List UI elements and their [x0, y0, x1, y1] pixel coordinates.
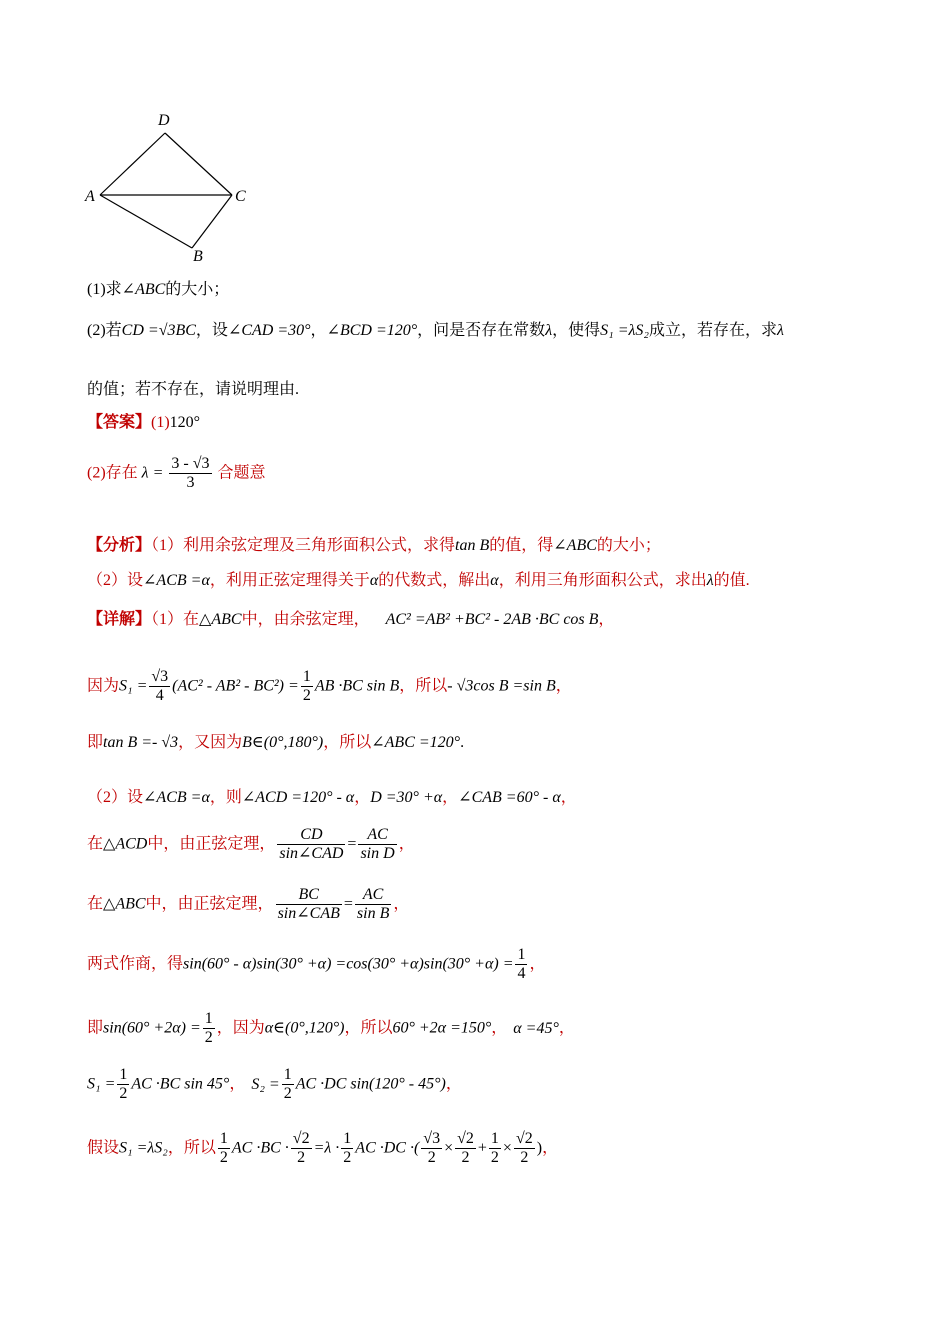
detail-l3b: tan B =- √3 — [103, 734, 179, 751]
detail-l2a: 因为 — [87, 677, 120, 695]
detail-l9c: AC ·BC sin 45° — [131, 1075, 230, 1093]
detail-l4d: ∠ACD =120° - α — [241, 789, 355, 806]
detail-tag: 【详解】 — [87, 611, 152, 628]
detail-l4f: D =30° +α — [370, 789, 443, 806]
analysis-text2f: α — [490, 572, 499, 589]
detail-l10l-den: 2 — [461, 1149, 470, 1167]
q2-cond1: CD =√3BC — [121, 322, 196, 339]
q2-cond3: ∠BCD =120° — [326, 322, 418, 339]
detail-l2f: AB ·BC sin B — [314, 677, 400, 695]
detail-l10k: × — [444, 1139, 454, 1157]
detail-l9d: ， — [229, 1075, 246, 1093]
q2-sep5: 成立，若存在，求 — [649, 322, 778, 339]
analysis-text2a: （2）设 — [87, 572, 144, 589]
detail-l10h-num: 1 — [341, 1130, 353, 1149]
detail-l10q: ) — [536, 1139, 543, 1157]
vertex-label-d: D — [158, 112, 170, 129]
detail-l8e: α∈(0°,120°) — [264, 1019, 345, 1037]
detail-l10p-num: √2 — [514, 1130, 535, 1149]
detail-l9f-num: 1 — [282, 1066, 294, 1085]
detail-l10-frac2 — [291, 1130, 312, 1168]
detail-l9g: AC ·DC sin(120° - 45°) — [295, 1075, 446, 1093]
q2-cond2: ∠CAD =30° — [227, 322, 311, 339]
detail-l9-frac2 — [282, 1066, 294, 1104]
answer-line-2 — [87, 455, 266, 493]
detail-l10l-num: √2 — [455, 1130, 476, 1149]
answer-part1-value: 120° — [169, 414, 201, 431]
detail-l4a: （2）设 — [87, 789, 144, 806]
q1-suffix: 的大小； — [165, 281, 230, 298]
detail-l10d-num: 1 — [218, 1130, 230, 1149]
detail-l8a: 即 — [87, 1019, 104, 1037]
detail-l8c-den: 2 — [204, 1029, 213, 1047]
detail-l4g: ， — [442, 789, 459, 806]
vertex-label-b: B — [193, 248, 203, 265]
detail-l10-frac4 — [421, 1130, 442, 1168]
detail-l5a: 在 — [87, 835, 104, 853]
detail-line-1 — [87, 612, 614, 628]
detail-l2h: - √3cos B =sin B — [447, 677, 556, 695]
answer-frac-den: 3 — [186, 474, 195, 492]
answer-frac-num: 3 - √3 — [169, 455, 211, 474]
edge-bc — [192, 195, 232, 248]
question-1 — [87, 282, 229, 298]
detail-line-6 — [87, 886, 409, 924]
detail-l10-frac3 — [341, 1130, 353, 1168]
detail-l8g: 60° +2α =150° — [392, 1019, 492, 1037]
answer-part2-prefix: (2)存在 — [87, 464, 138, 482]
detail-l5g: ， — [398, 835, 415, 853]
vertex-label-a: A — [85, 188, 95, 205]
answer-lambda: λ = — [141, 464, 164, 482]
detail-l2c-num: √3 — [149, 668, 170, 687]
detail-l5d-num: CD — [277, 826, 345, 845]
question-2-line2 — [87, 382, 299, 398]
detail-l8d: ，因为 — [216, 1019, 265, 1037]
detail-l10f-den: 2 — [297, 1149, 306, 1167]
q2-sep4: ，使得 — [552, 322, 601, 339]
detail-l1c: 中，由余弦定理， — [241, 611, 370, 628]
detail-l1d: AC² =AB² +BC² - 2AB ·BC cos B — [385, 611, 599, 628]
detail-l3f: ∠ABC =120° — [371, 734, 461, 751]
detail-line-7 — [87, 946, 546, 984]
detail-l9h: ， — [445, 1075, 462, 1093]
detail-line-4 — [87, 790, 577, 806]
detail-l8i: α =45° — [513, 1019, 559, 1037]
detail-l2-frac1 — [149, 668, 170, 706]
detail-l7c-den: 4 — [517, 965, 526, 983]
detail-l10-frac5 — [455, 1130, 476, 1168]
analysis-text1a: （1）利用余弦定理及三角形面积公式，求得 — [151, 537, 456, 554]
detail-line-2 — [87, 668, 572, 706]
detail-l5d-den: sin∠CAD — [279, 845, 344, 863]
detail-l1a: （1）在 — [151, 611, 200, 628]
detail-l9a: S₁ = — [87, 1075, 116, 1093]
analysis-line-1 — [87, 538, 661, 554]
detail-l9b-num: 1 — [117, 1066, 129, 1085]
answer-line-1 — [87, 415, 200, 431]
detail-l8f: ，所以 — [344, 1019, 393, 1037]
detail-l10-frac7 — [514, 1130, 535, 1168]
q2-lambda: λ — [545, 322, 553, 339]
detail-l10-frac6 — [489, 1130, 501, 1168]
detail-l10-frac1 — [218, 1130, 230, 1168]
detail-line-10 — [87, 1130, 558, 1168]
analysis-tag: 【分析】 — [87, 537, 152, 554]
detail-l5e: = — [347, 835, 357, 853]
analysis-text2b: ∠ACB =α — [143, 572, 210, 589]
detail-l10b: S₁ =λS₂ — [119, 1139, 168, 1157]
analysis-text1e: 的大小； — [596, 537, 661, 554]
detail-l6c: 中，由正弦定理， — [145, 895, 274, 913]
detail-l1b: △ABC — [199, 611, 242, 628]
detail-line-5 — [87, 826, 415, 864]
detail-l7-frac — [515, 946, 527, 984]
q1-prefix: (1)求 — [87, 281, 122, 298]
detail-l2e-num: 1 — [301, 668, 313, 687]
edge-ad — [100, 133, 165, 195]
q2-sep1: ，设 — [195, 322, 228, 339]
detail-l9f-den: 2 — [283, 1085, 292, 1103]
analysis-text1c: 的值，得 — [489, 537, 554, 554]
detail-l4h: ∠CAB =60° - α — [458, 789, 561, 806]
detail-l6-frac1 — [276, 886, 342, 924]
detail-l8b: sin(60° +2α) = — [103, 1019, 201, 1037]
detail-l7b: sin(60° - α)sin(30° +α) =cos(30° +α)sin(30° +α) = — [183, 955, 514, 973]
detail-l5f-num: AC — [358, 826, 396, 845]
detail-l4i: ， — [560, 789, 577, 806]
answer-part2-suffix: 合题意 — [217, 464, 266, 482]
detail-line-3 — [87, 735, 464, 751]
detail-l10h-den: 2 — [343, 1149, 352, 1167]
q2-sep3: ，问是否存在常数 — [417, 322, 546, 339]
quadrilateral-figure — [80, 105, 260, 265]
detail-l2b: S₁ = — [119, 677, 148, 695]
analysis-line-2 — [87, 573, 750, 589]
detail-l2e-den: 2 — [302, 687, 311, 705]
detail-l8-frac — [203, 1010, 215, 1048]
detail-l4e: ， — [354, 789, 371, 806]
detail-l8j: ， — [558, 1019, 575, 1037]
analysis-text2e: 的代数式，解出 — [378, 572, 491, 589]
detail-l10r: ， — [542, 1139, 559, 1157]
detail-l5b: △ACD — [103, 835, 148, 853]
answer-part1-label: (1) — [151, 414, 170, 431]
detail-l10d-den: 2 — [219, 1149, 228, 1167]
detail-l7c-num: 1 — [515, 946, 527, 965]
detail-l9e: S₂ = — [251, 1075, 280, 1093]
detail-l10m: + — [477, 1139, 487, 1157]
detail-l10c: ，所以 — [167, 1139, 216, 1157]
detail-l3g: . — [460, 734, 465, 751]
detail-l6b: △ABC — [103, 895, 146, 913]
detail-l5f-den: sin D — [360, 845, 395, 863]
detail-l10i: AC ·DC ·( — [355, 1139, 420, 1157]
analysis-text1b: tan B — [455, 537, 490, 554]
detail-l3a: 即 — [87, 734, 104, 751]
detail-l3d: B∈(0°,180°) — [242, 734, 324, 751]
detail-l10o: × — [502, 1139, 512, 1157]
detail-l3c: ，又因为 — [178, 734, 243, 751]
analysis-text2c: ，利用正弦定理得关于 — [209, 572, 370, 589]
answer-fraction — [169, 455, 211, 493]
detail-l6f-den: sin B — [356, 905, 390, 923]
analysis-text2g: ，利用三角形面积公式，求出 — [498, 572, 707, 589]
detail-l4c: ，则 — [209, 789, 242, 806]
detail-l7a: 两式作商，得 — [87, 955, 184, 973]
detail-l5c: 中，由正弦定理， — [147, 835, 276, 853]
detail-l4b: ∠ACB =α — [143, 789, 210, 806]
detail-l10n-num: 1 — [489, 1130, 501, 1149]
detail-l2-frac2 — [301, 668, 313, 706]
question-2 — [87, 323, 784, 339]
detail-l8c-num: 1 — [203, 1010, 215, 1029]
detail-l6d-den: sin∠CAB — [277, 905, 340, 923]
detail-l2c-den: 4 — [155, 687, 164, 705]
analysis-text2i: 的值. — [713, 572, 750, 589]
detail-l2g: ，所以 — [399, 677, 448, 695]
detail-l6d-num: BC — [276, 886, 342, 905]
q2-line2: 的值；若不存在，请说明理由. — [87, 381, 300, 398]
analysis-text2h: λ — [706, 572, 714, 589]
vertex-label-c: C — [235, 188, 246, 205]
answer-tag: 【答案】 — [87, 414, 152, 431]
edge-dc — [165, 133, 232, 195]
detail-l10g: =λ · — [313, 1139, 340, 1157]
detail-l10n-den: 2 — [490, 1149, 499, 1167]
detail-l6e: = — [343, 895, 353, 913]
detail-l3e: ，所以 — [323, 734, 372, 751]
detail-l10p-den: 2 — [520, 1149, 529, 1167]
edge-ab — [100, 195, 192, 248]
q2-cond4: S₁ =λS₂ — [600, 322, 649, 339]
detail-l1e: ， — [598, 611, 615, 628]
detail-l10j-num: √3 — [421, 1130, 442, 1149]
detail-l9b-den: 2 — [119, 1085, 128, 1103]
detail-l6-frac2 — [355, 886, 391, 924]
q2-sep2: ， — [310, 322, 327, 339]
detail-line-9 — [87, 1066, 462, 1104]
detail-l5-frac2 — [358, 826, 396, 864]
detail-l9-frac1 — [117, 1066, 129, 1104]
analysis-text2d: α — [369, 572, 379, 589]
detail-l10e: AC ·BC · — [231, 1139, 289, 1157]
q2-prefix: (2)若 — [87, 322, 122, 339]
detail-l5-frac1 — [277, 826, 345, 864]
detail-l6a: 在 — [87, 895, 104, 913]
q2-lambda2: λ — [777, 322, 784, 339]
detail-l6g: ， — [393, 895, 410, 913]
detail-l8h: ， — [491, 1019, 508, 1037]
detail-l10f-num: √2 — [291, 1130, 312, 1149]
detail-l10a: 假设 — [87, 1139, 120, 1157]
detail-l10j-den: 2 — [427, 1149, 436, 1167]
q1-angle: ∠ABC — [121, 281, 166, 298]
detail-l2d: (AC² - AB² - BC²) = — [172, 677, 299, 695]
detail-l7d: ， — [529, 955, 546, 973]
detail-l6f-num: AC — [355, 886, 391, 905]
analysis-text1d: ∠ABC — [553, 537, 597, 554]
detail-l2i: ， — [555, 677, 572, 695]
detail-line-8 — [87, 1010, 575, 1048]
